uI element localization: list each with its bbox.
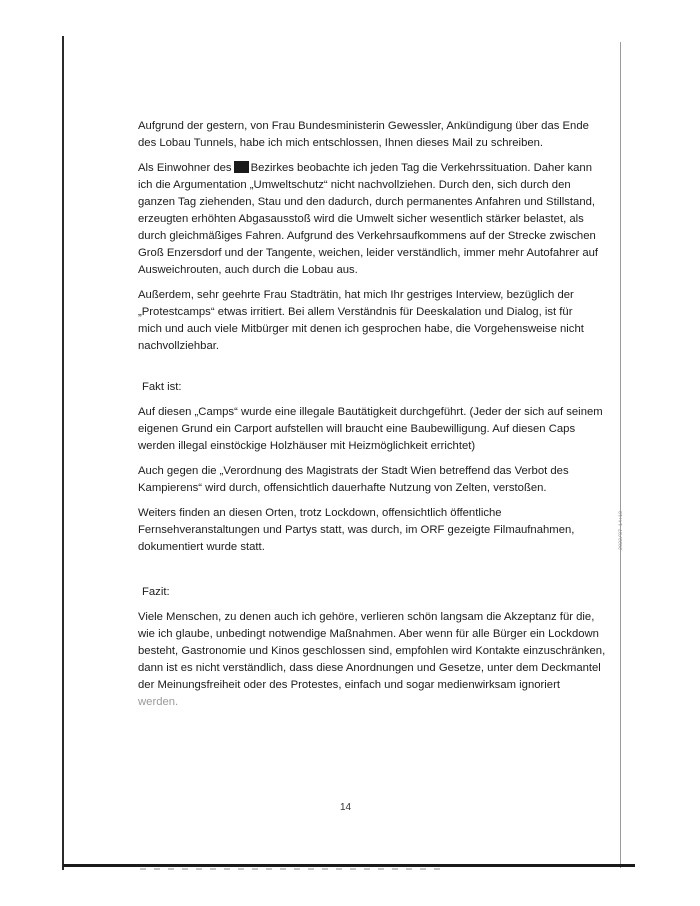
letter-body	[138, 118, 606, 719]
text-line: Fernsehveranstaltungen und Partys statt, was durch, im ORF gezeigte Filmaufnahmen,	[138, 524, 575, 536]
paragraph-1	[138, 118, 589, 152]
text-line: dann ist es nicht verständlich, dass diese Anordnungen und Gesetze, unter dem Deckmantel	[138, 662, 601, 674]
text-line: dokumentiert wurde statt.	[138, 541, 265, 553]
text-line: besteht, Gastronomie und Kinos geschlossen sind, empfohlen wird Kontakte einzuschränken,	[138, 645, 606, 657]
text-line: werden.	[138, 696, 179, 708]
scan-bottom-border	[63, 864, 635, 867]
text-line: Groß Enzersdorf und der Tangente, weichen, leider verständlich, immer mehr Autofahrer auf	[138, 247, 599, 259]
text-line	[138, 160, 592, 177]
heading-fakt: Fakt ist:	[142, 381, 182, 393]
paragraph-3	[138, 287, 584, 355]
redaction-box	[234, 161, 249, 173]
scan-left-border	[62, 36, 64, 870]
heading-fazit: Fazit:	[142, 586, 170, 598]
text-line: Weiters finden an diesen Orten, trotz Lockdown, offensichtlich öffentliche	[138, 507, 502, 519]
text-line: Auch gegen die „Verordnung des Magistrats der Stadt Wien betreffend das Verbot des	[138, 465, 569, 477]
paragraph-4	[138, 404, 603, 455]
text-line: des Lobau Tunnels, habe ich mich entschlossen, Ihnen dieses Mail zu schreiben.	[138, 137, 544, 149]
text-line: Viele Menschen, zu denen auch ich gehöre, verlieren schön langsam die Akzeptanz für die,	[138, 611, 595, 623]
text-line: nachvollziehbar.	[138, 340, 220, 352]
text-line: Aufgrund der gestern, von Frau Bundesministerin Gewessler, Ankündigung über das Ende	[138, 120, 589, 132]
text-line: Ausweichrouten, auch durch die Lobau aus.	[138, 264, 358, 276]
text-line: Auf diesen „Camps“ wurde eine illegale Bautätigkeit durchgeführt. (Jeder der sich auf seinem	[138, 406, 603, 418]
text-fragment: Bezirkes beobachte ich jeden Tag die Verkehrssituation. Daher kann	[250, 162, 592, 174]
paragraph-6	[138, 505, 575, 556]
margin-stamp: 2022/07 14:10	[618, 510, 624, 550]
text-line: werden illegal einstöckige Holzhäuser mit Heizmöglichkeit errichtet)	[138, 440, 476, 452]
paragraph-2	[138, 160, 599, 279]
text-line: Außerdem, sehr geehrte Frau Stadträtin, hat mich Ihr gestriges Interview, bezüglich der	[138, 289, 574, 301]
paragraph-7	[138, 609, 606, 711]
text-line: „Protestcamps“ etwas irritiert. Bei allem Verständnis für Deeskalation und Dialog, ist für	[138, 306, 573, 318]
text-line: der Meinungsfreiheit oder des Protestes, einfach und sogar medienwirksam ignoriert	[138, 679, 560, 691]
scan-artifact	[140, 868, 440, 870]
text-line: wie ich glaube, unbedingt notwendige Maßnahmen. Aber wenn für alle Bürger ein Lockdown	[138, 628, 599, 640]
text-fragment: Als Einwohner des	[138, 162, 232, 174]
text-line: erzeugten erhöhten Abgasausstoß wird die Umwelt sicher wesentlich stärker belastet, als	[138, 213, 584, 225]
text-line: Kampierens“ wird durch, offensichtlich dauerhafte Nutzung von Zelten, verstoßen.	[138, 482, 547, 494]
page-number: 14	[340, 802, 352, 813]
text-line: ganzen Tag ziehenden, Stau und den dadurch, durch permanentes Anfahren und Stillstand,	[138, 196, 596, 208]
text-line: ich die Argumentation „Umweltschutz“ nicht nachvollziehen. Durch den, sich durch den	[138, 179, 571, 191]
scan-right-border	[620, 42, 621, 868]
text-line: durch gleichmäßiges Fahren. Aufgrund des Verkehrsaufkommens auf der Strecke zwischen	[138, 230, 596, 242]
text-line: eigenen Grund ein Carport aufstellen will braucht eine Baubewilligung. Auf diesen Caps	[138, 423, 576, 435]
text-line: mich und auch viele Mitbürger mit denen ich gesprochen habe, die Vorgehensweise nicht	[138, 323, 584, 335]
paragraph-5	[138, 463, 569, 497]
